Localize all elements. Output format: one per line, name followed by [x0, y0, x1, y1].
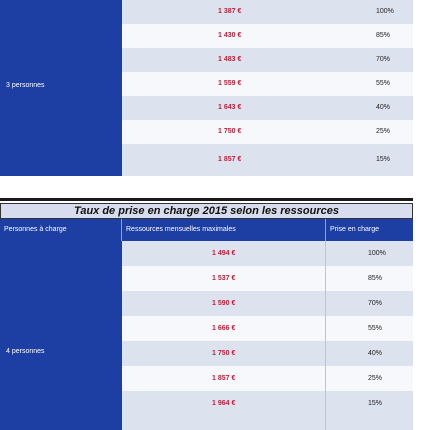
taux-cell: 25%: [368, 375, 383, 382]
table-row: [122, 391, 413, 430]
ressources-cell: 1 666 €: [212, 325, 236, 332]
table-row: [122, 341, 413, 366]
taux-cell: 55%: [376, 80, 391, 87]
group-cell: [0, 241, 122, 430]
ressources-cell: 1 494 €: [212, 250, 236, 257]
taux-cell: 70%: [376, 56, 391, 63]
taux-cell: 85%: [368, 275, 383, 282]
header-prise-en-charge: [326, 219, 413, 241]
taux-cell: 25%: [376, 128, 391, 135]
taux-cell: 15%: [368, 400, 383, 407]
table-row: [122, 96, 413, 120]
group-label: 3 personnes: [6, 82, 45, 89]
table-title-bar: [0, 203, 413, 219]
taux-cell: 100%: [368, 250, 386, 257]
ressources-cell: 1 590 €: [212, 300, 236, 307]
ressources-cell: 1 537 €: [212, 275, 236, 282]
header-personnes: [0, 219, 122, 241]
ressources-cell: 1 643 €: [218, 104, 242, 111]
ressources-cell: 1 964 €: [212, 400, 236, 407]
header-ressources: [122, 219, 326, 241]
ressources-cell: 1 750 €: [218, 128, 242, 135]
taux-cell: 55%: [368, 325, 383, 332]
taux-cell: 70%: [368, 300, 383, 307]
taux-cell: 40%: [376, 104, 391, 111]
ressources-cell: 1 387 €: [218, 8, 242, 15]
ressources-cell: 1 559 €: [218, 80, 242, 87]
taux-cell: 15%: [376, 156, 391, 163]
group-label: 4 personnes: [6, 348, 45, 355]
table-row: [122, 241, 413, 266]
table-4-personnes: [0, 203, 413, 430]
column-divider: [325, 241, 326, 430]
ressources-cell: 1 857 €: [218, 156, 242, 163]
group-cell: [0, 0, 122, 176]
header-label: Prise en charge: [330, 226, 380, 233]
table-row: [122, 120, 413, 144]
ressources-cell: 1 857 €: [212, 375, 236, 382]
table-row: [122, 24, 413, 48]
table-row: [122, 48, 413, 72]
table-row: [122, 0, 413, 24]
table-row: [122, 291, 413, 316]
table-row: [122, 144, 413, 176]
table-row: [122, 316, 413, 341]
table-title: Taux de prise en charge 2015 selon les ressources: [74, 205, 339, 217]
header-label: Personnes à charge: [4, 226, 67, 233]
section-divider: [0, 198, 413, 201]
taux-cell: 85%: [376, 32, 391, 39]
table-row: [122, 266, 413, 291]
ressources-cell: 1 430 €: [218, 32, 242, 39]
table-row: [122, 72, 413, 96]
table-3-personnes: [0, 0, 413, 176]
ressources-cell: 1 750 €: [212, 350, 236, 357]
taux-cell: 100%: [376, 8, 394, 15]
ressources-cell: 1 483 €: [218, 56, 242, 63]
header-label: Ressources mensuelles maximales: [126, 226, 236, 233]
table-row: [122, 366, 413, 391]
taux-cell: 40%: [368, 350, 383, 357]
